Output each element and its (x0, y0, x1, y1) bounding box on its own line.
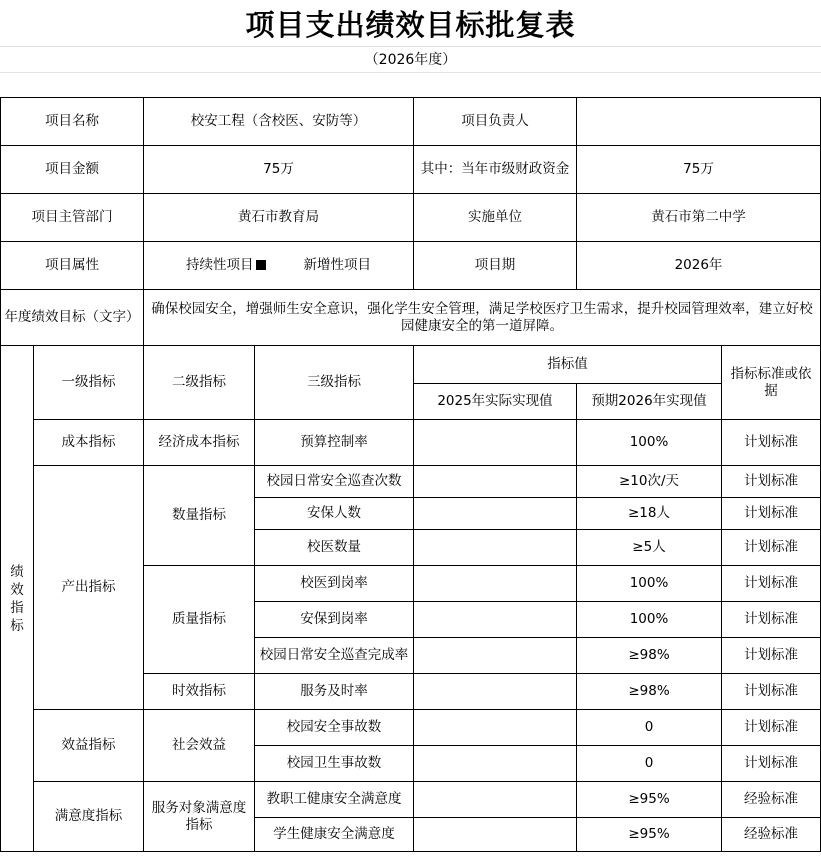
table-row (1, 782, 821, 818)
project-name-label: 项目名称 (1, 98, 144, 146)
city-fund-value: 75万 (577, 146, 821, 194)
group-satisfaction: 满意度指标 (34, 782, 144, 852)
indicator-expected: ≥95% (577, 782, 722, 818)
page-title: 项目支出绩效目标批复表 (245, 7, 576, 42)
indicator-standard: 计划标准 (722, 530, 821, 566)
indicator-standard: 计划标准 (722, 566, 821, 602)
indicator-expected: ≥5人 (577, 530, 722, 566)
indicator-expected: ≥18人 (577, 498, 722, 530)
annual-goal-label: 年度绩效目标（文字） (1, 290, 144, 346)
info-row (1, 194, 821, 242)
indicator-name: 校园安全事故数 (255, 710, 414, 746)
indicator-actual (414, 466, 577, 498)
indicator-name: 安保人数 (255, 498, 414, 530)
indicator-name: 校医到岗率 (255, 566, 414, 602)
project-amount-label: 项目金额 (1, 146, 144, 194)
indicator-expected: 100% (577, 420, 722, 466)
indicator-expected: 100% (577, 566, 722, 602)
indicator-actual (414, 638, 577, 674)
subgroup-service-satisfaction: 服务对象满意度指标 (144, 782, 255, 852)
group-cost: 成本指标 (34, 420, 144, 466)
subgroup-economic-cost: 经济成本指标 (144, 420, 255, 466)
info-row (1, 146, 821, 194)
indicator-name: 校园日常安全巡查次数 (255, 466, 414, 498)
indicator-expected: ≥98% (577, 674, 722, 710)
indicator-expected: ≥95% (577, 818, 722, 852)
attribute-continuing: 持续性项目 (186, 257, 254, 273)
department-value: 黄石市教育局 (144, 194, 414, 242)
sheet-gridline (0, 72, 821, 73)
page-subtitle: （2026年度） (364, 52, 457, 68)
project-leader-value (577, 98, 821, 146)
checked-square-icon (256, 260, 266, 270)
header-expected-2026: 预期2026年实现值 (577, 384, 722, 420)
indicator-standard: 计划标准 (722, 466, 821, 498)
info-row (1, 242, 821, 290)
group-output: 产出指标 (34, 466, 144, 710)
subgroup-social: 社会效益 (144, 710, 255, 782)
city-fund-label: 其中：当年市级财政资金 (414, 146, 577, 194)
annual-goal-text: 确保校园安全，增强师生安全意识，强化学生安全管理，满足学校医疗卫生需求，提升校园管理效率，建立好校园健康安全的第一道屏障。 (144, 290, 821, 346)
indicator-expected: 0 (577, 746, 722, 782)
subgroup-quality: 质量指标 (144, 566, 255, 674)
indicator-name: 预算控制率 (255, 420, 414, 466)
indicator-name: 安保到岗率 (255, 602, 414, 638)
implementing-unit-value: 黄石市第二中学 (577, 194, 821, 242)
header-standard: 指标标准或依据 (722, 346, 821, 420)
indicator-standard: 经验标准 (722, 782, 821, 818)
project-period-value: 2026年 (577, 242, 821, 290)
table-row (1, 710, 821, 746)
project-attribute-label: 项目属性 (1, 242, 144, 290)
attribute-new: 新增性项目 (303, 257, 371, 273)
indicator-actual (414, 602, 577, 638)
indicator-name: 校医数量 (255, 530, 414, 566)
indicator-standard: 计划标准 (722, 710, 821, 746)
indicator-standard: 计划标准 (722, 746, 821, 782)
header-level2: 二级指标 (144, 346, 255, 420)
indicator-actual (414, 710, 577, 746)
indicator-actual (414, 746, 577, 782)
project-leader-label: 项目负责人 (414, 98, 577, 146)
indicator-actual (414, 818, 577, 852)
indicator-actual (414, 782, 577, 818)
implementing-unit-label: 实施单位 (414, 194, 577, 242)
performance-table (0, 97, 821, 852)
header-level1: 一级指标 (34, 346, 144, 420)
indicator-expected: ≥10次/天 (577, 466, 722, 498)
subgroup-timeliness: 时效指标 (144, 674, 255, 710)
project-name-value: 校安工程（含校医、安防等） (144, 98, 414, 146)
project-period-label: 项目期 (414, 242, 577, 290)
indicator-actual (414, 420, 577, 466)
header-level3: 三级指标 (255, 346, 414, 420)
table-row (1, 466, 821, 498)
indicator-name: 教职工健康安全满意度 (255, 782, 414, 818)
department-label: 项目主管部门 (1, 194, 144, 242)
section-label: 绩效指标 (1, 346, 34, 852)
indicator-actual (414, 498, 577, 530)
info-row (1, 98, 821, 146)
indicator-standard: 计划标准 (722, 674, 821, 710)
indicator-actual (414, 674, 577, 710)
indicator-standard: 计划标准 (722, 602, 821, 638)
indicator-actual (414, 530, 577, 566)
indicator-standard: 计划标准 (722, 638, 821, 674)
header-actual-2025: 2025年实际实现值 (414, 384, 577, 420)
indicator-expected: 100% (577, 602, 722, 638)
indicator-actual (414, 566, 577, 602)
subgroup-quantity: 数量指标 (144, 466, 255, 566)
indicator-expected: 0 (577, 710, 722, 746)
indicator-standard: 经验标准 (722, 818, 821, 852)
indicator-name: 校园卫生事故数 (255, 746, 414, 782)
indicator-name: 校园日常安全巡查完成率 (255, 638, 414, 674)
indicator-standard: 计划标准 (722, 498, 821, 530)
header-value: 指标值 (414, 346, 722, 384)
indicator-standard: 计划标准 (722, 420, 821, 466)
table-row (1, 420, 821, 466)
indicator-expected: ≥98% (577, 638, 722, 674)
group-benefit: 效益指标 (34, 710, 144, 782)
info-row (1, 290, 821, 346)
indicator-header-row (1, 346, 821, 384)
indicator-name: 学生健康安全满意度 (255, 818, 414, 852)
project-amount-value: 75万 (144, 146, 414, 194)
project-attribute-value (144, 242, 414, 290)
indicator-name: 服务及时率 (255, 674, 414, 710)
